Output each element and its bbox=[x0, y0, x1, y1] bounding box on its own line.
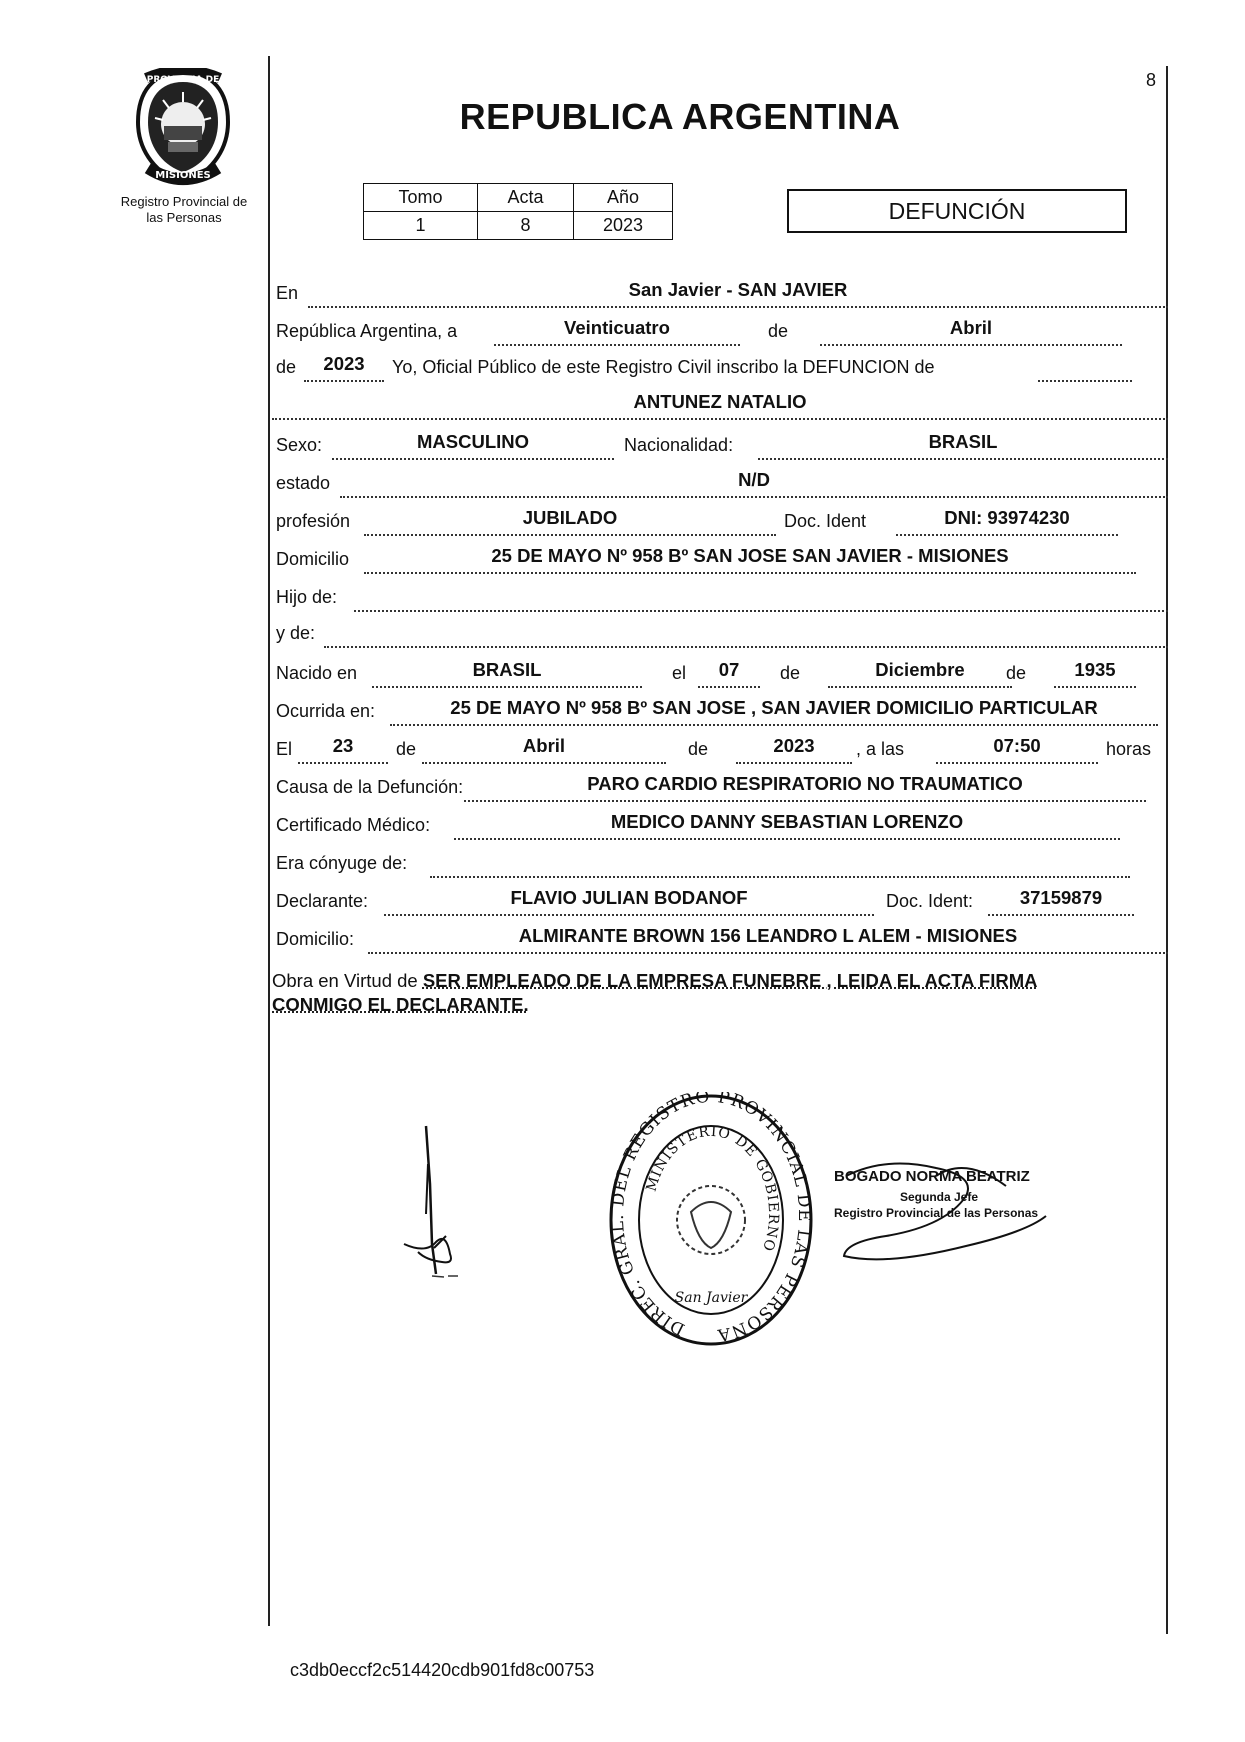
obra-en-virtud bbox=[272, 969, 1172, 1017]
registry-oval-stamp bbox=[606, 1092, 816, 1352]
svg-text:PROVINCIA DE: PROVINCIA DE bbox=[146, 75, 220, 85]
ocurrida-field: 25 DE MAYO Nº 958 Bº SAN JOSE , SAN JAVIER DOMICILIO PARTICULAR bbox=[390, 696, 1158, 726]
hijo-label: Hijo de: bbox=[276, 587, 338, 607]
certificado-label: Certificado Médico: bbox=[276, 815, 431, 835]
row-death-date bbox=[272, 732, 1172, 764]
y-de-field bbox=[324, 618, 1168, 648]
record-table-value-row bbox=[364, 212, 673, 240]
declarante-domicilio-field: ALMIRANTE BROWN 156 LEANDRO L ALEM - MISIONES bbox=[368, 924, 1168, 954]
sexo-label: Sexo: bbox=[276, 435, 323, 455]
birth-year-field: 1935 bbox=[1054, 658, 1136, 688]
domicilio-label: Domicilio bbox=[276, 549, 350, 569]
republica-label: República Argentina, a bbox=[276, 321, 458, 341]
anio-header: Año bbox=[574, 184, 673, 212]
row-declarante-domicilio bbox=[272, 922, 1172, 954]
de-year-label: de bbox=[276, 357, 297, 377]
death-de-label-1: de bbox=[396, 739, 417, 759]
sexo-field: MASCULINO bbox=[332, 430, 614, 460]
en-field: San Javier - SAN JAVIER bbox=[308, 278, 1168, 308]
svg-text:MINISTERIO DE GOBIERNO: MINISTERIO DE GOBIERNO bbox=[643, 1123, 782, 1254]
obra-value-line1: SER EMPLEADO DE LA EMPRESA FUNEBRE , LEIDA EL ACTA FIRMA bbox=[422, 970, 1038, 991]
row-ocurrida bbox=[272, 694, 1172, 726]
birth-de-label-1: de bbox=[780, 663, 801, 683]
doc-ident-label: Doc. Ident bbox=[784, 511, 867, 531]
row-estado bbox=[272, 466, 1172, 498]
registry-caption: Registro Provincial de las Personas bbox=[120, 194, 248, 225]
death-month-field: Abril bbox=[422, 734, 666, 764]
profesion-field: JUBILADO bbox=[364, 506, 776, 536]
doc-ident-field: DNI: 93974230 bbox=[896, 506, 1118, 536]
record-table bbox=[363, 183, 673, 240]
declarant-signature bbox=[396, 1124, 476, 1284]
row-deceased-name bbox=[272, 388, 1172, 420]
estado-label: estado bbox=[276, 473, 331, 493]
conyuge-field bbox=[430, 848, 1130, 878]
causa-label: Causa de la Defunción: bbox=[276, 777, 464, 797]
svg-text:San Javier: San Javier bbox=[674, 1290, 748, 1306]
page-title: REPUBLICA ARGENTINA bbox=[459, 96, 901, 137]
left-margin-line bbox=[268, 56, 270, 1626]
causa-field: PARO CARDIO RESPIRATORIO NO TRAUMATICO bbox=[464, 772, 1146, 802]
row-en bbox=[272, 276, 1172, 308]
deceased-name-field: ANTUNEZ NATALIO bbox=[272, 390, 1168, 420]
obra-value-line2: CONMIGO EL DECLARANTE. bbox=[272, 994, 529, 1015]
row-conyuge bbox=[272, 846, 1172, 878]
year-field: 2023 bbox=[304, 352, 384, 382]
death-time-field: 07:50 bbox=[936, 734, 1098, 764]
hijo-field bbox=[354, 582, 1168, 612]
declarante-doc-field: 37159879 bbox=[988, 886, 1134, 916]
ocurrida-label: Ocurrida en: bbox=[276, 701, 376, 721]
nacido-label: Nacido en bbox=[276, 663, 358, 683]
declarante-domicilio-label: Domicilio: bbox=[276, 929, 355, 949]
row-causa bbox=[272, 770, 1172, 802]
svg-text:MISIONES: MISIONES bbox=[155, 170, 211, 181]
official-role: Segunda Jefe bbox=[900, 1190, 979, 1204]
acta-header: Acta bbox=[478, 184, 574, 212]
estado-field: N/D bbox=[340, 468, 1168, 498]
nacionalidad-label: Nacionalidad: bbox=[624, 435, 734, 455]
el-cap-label: El bbox=[276, 739, 293, 759]
death-de-label-2: de bbox=[688, 739, 709, 759]
document-type-box: DEFUNCIÓN bbox=[787, 189, 1127, 233]
y-de-label: y de: bbox=[276, 623, 316, 643]
birth-month-field: Diciembre bbox=[828, 658, 1012, 688]
row-republica bbox=[272, 314, 1172, 346]
provincial-crest bbox=[128, 68, 238, 186]
page-number: 8 bbox=[1146, 70, 1157, 90]
row-domicilio bbox=[272, 542, 1172, 574]
row-declarante bbox=[272, 884, 1172, 916]
declarante-doc-label: Doc. Ident: bbox=[886, 891, 974, 911]
horas-label: horas bbox=[1106, 739, 1152, 759]
tomo-header: Tomo bbox=[364, 184, 478, 212]
official-name: BOGADO NORMA BEATRIZ bbox=[834, 1168, 1030, 1185]
row-certificado bbox=[272, 808, 1172, 840]
record-table-header-row bbox=[364, 184, 673, 212]
domicilio-field: 25 DE MAYO Nº 958 Bº SAN JOSE SAN JAVIER - MISIONES bbox=[364, 544, 1136, 574]
conyuge-label: Era cónyuge de: bbox=[276, 853, 408, 873]
row-sexo bbox=[272, 428, 1172, 460]
tomo-value: 1 bbox=[364, 212, 478, 240]
certificado-field: MEDICO DANNY SEBASTIAN LORENZO bbox=[454, 810, 1120, 840]
a-las-label: , a las bbox=[856, 739, 905, 759]
oficial-text: Yo, Oficial Público de este Registro Civil inscribo la DEFUNCION de bbox=[392, 357, 935, 377]
obra-label: Obra en Virtud de bbox=[272, 970, 418, 991]
month-field: Abril bbox=[820, 316, 1122, 346]
birth-de-label-2: de bbox=[1006, 663, 1027, 683]
birth-day-field: 07 bbox=[698, 658, 760, 688]
nacido-field: BRASIL bbox=[372, 658, 642, 688]
document-hash: c3db0eccf2c514420cdb901fd8c00753 bbox=[290, 1660, 595, 1680]
en-label: En bbox=[276, 283, 299, 303]
death-day-field: 23 bbox=[298, 734, 388, 764]
el-label: el bbox=[672, 663, 687, 683]
row-nacido bbox=[272, 656, 1172, 688]
death-year-field: 2023 bbox=[736, 734, 852, 764]
row-hijo bbox=[272, 580, 1172, 612]
svg-text:DIREC. GRAL. DEL REGISTRO PROV: DIREC. GRAL. DEL REGISTRO PROVINCIAL DE LAS PERSONA bbox=[608, 1092, 815, 1345]
declarante-field: FLAVIO JULIAN BODANOF bbox=[384, 886, 874, 916]
profesion-label: profesión bbox=[276, 511, 351, 531]
day-words-field: Veinticuatro bbox=[494, 316, 740, 346]
row-y-de bbox=[272, 616, 1172, 648]
declarante-label: Declarante: bbox=[276, 891, 369, 911]
nacionalidad-field: BRASIL bbox=[758, 430, 1168, 460]
de-label: de bbox=[768, 321, 789, 341]
oficial-trailing-field bbox=[1038, 352, 1132, 382]
row-oficial bbox=[272, 350, 1172, 382]
row-profesion bbox=[272, 504, 1172, 536]
acta-value: 8 bbox=[478, 212, 574, 240]
official-office: Registro Provincial de las Personas bbox=[834, 1206, 1039, 1220]
anio-value: 2023 bbox=[574, 212, 673, 240]
